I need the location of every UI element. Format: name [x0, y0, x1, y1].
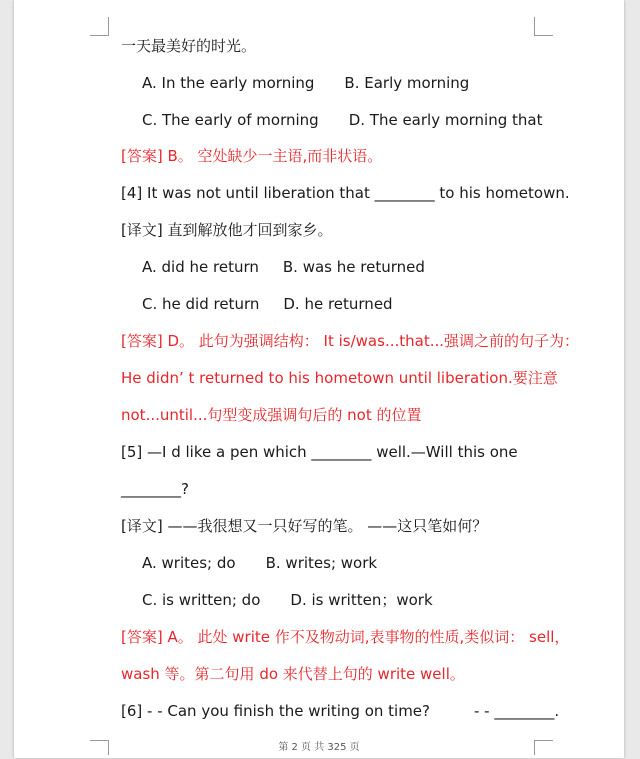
option-row	[142, 294, 393, 314]
answer-explanation-cont: He didn’ t returned to his hometown until liberation.要注意	[121, 369, 558, 387]
question-6-prompt: [6] - - Can you finish the writing on time?	[121, 702, 430, 720]
option-a: A. writes; do	[142, 554, 236, 572]
option-row	[142, 257, 425, 277]
question-5-blank: ________?	[121, 480, 189, 498]
option-c: C. The early of morning	[142, 111, 319, 129]
option-d: D. The early morning that	[348, 111, 543, 129]
option-row	[142, 110, 542, 130]
crop-mark-top-right	[534, 17, 553, 36]
option-row	[142, 590, 433, 610]
option-row	[142, 73, 469, 93]
option-row	[142, 553, 377, 573]
option-b: B. Early morning	[344, 74, 470, 92]
option-d: D. is written；work	[290, 591, 433, 609]
option-d: D. he returned	[283, 295, 393, 313]
document-page	[14, 0, 624, 758]
question-6-response: - - ________.	[474, 702, 560, 720]
answer-explanation: [答案] A。 此处 write 作不及物动词,表事物的性质,类似词： sell，	[121, 628, 570, 646]
option-a: A. did he return	[142, 258, 259, 276]
answer-explanation-cont: wash 等。第二句用 do 来代替上句的 write well。	[121, 665, 465, 683]
question-4: [4] It was not until liberation that ________ to his hometown.	[121, 184, 570, 202]
answer-explanation-cont: not...until...句型变成强调句后的 not 的位置	[121, 406, 422, 424]
page-footer: 第 2 页 共 325 页	[278, 742, 360, 753]
option-a: A. In the early morning	[142, 74, 315, 92]
option-c: C. he did return	[142, 295, 260, 313]
question-5: [5] —I d like a pen which ________ well.—Will this one	[121, 443, 518, 461]
answer-explanation: [答案] B。 空处缺少一主语,而非状语。	[121, 147, 383, 165]
translation: [译文] 直到解放他才回到家乡。	[121, 221, 333, 239]
translation: [译文] ——我很想又一只好写的笔。 ——这只笔如何？	[121, 517, 488, 535]
question-6	[121, 701, 559, 721]
option-b: B. writes; work	[265, 554, 378, 572]
crop-mark-top-left	[90, 17, 109, 36]
answer-explanation: [答案] D。 此句为强调结构： It is/was...that...强调之前的句子为：	[121, 332, 580, 350]
option-c: C. is written; do	[142, 591, 261, 609]
option-b: B. was he returned	[282, 258, 425, 276]
question-stem-tail: 一天最美好的时光。	[121, 37, 257, 55]
